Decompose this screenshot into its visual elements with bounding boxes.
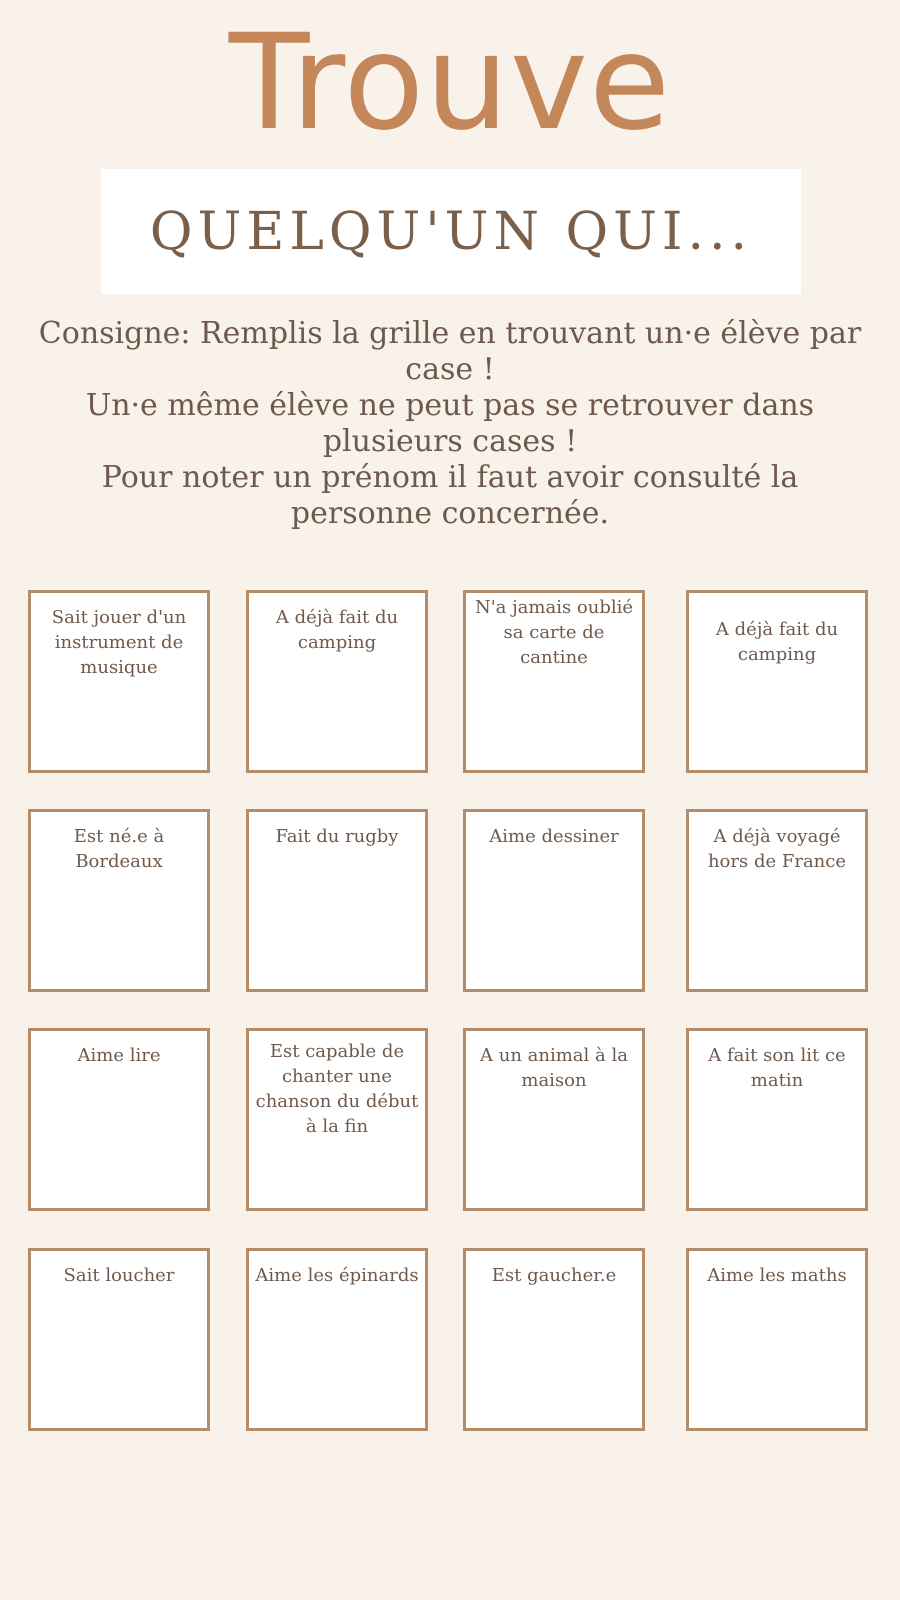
grid-cell[interactable]: Est né.e à Bordeaux xyxy=(28,809,210,992)
grid-cell[interactable]: Fait du rugby xyxy=(246,809,428,992)
subtitle-banner xyxy=(101,169,801,294)
grid-cell[interactable]: A déjà fait du camping xyxy=(686,590,868,773)
grid-cell[interactable]: A un animal à la maison xyxy=(463,1028,645,1211)
grid-cell[interactable]: Aime les épinards xyxy=(246,1248,428,1431)
grid-cell[interactable]: Sait jouer d'un instrument de musique xyxy=(28,590,210,773)
grid-cell[interactable]: A déjà fait du camping xyxy=(246,590,428,773)
grid-cell[interactable]: Est capable de chanter une chanson du début à la fin xyxy=(246,1028,428,1211)
grid-cell[interactable]: Aime les maths xyxy=(686,1248,868,1431)
instruction-line: Pour noter un prénom il faut avoir consulté la personne concernée. xyxy=(101,460,799,531)
grid-cell[interactable]: Est gaucher.e xyxy=(463,1248,645,1431)
grid-cell[interactable]: A déjà voyagé hors de France xyxy=(686,809,868,992)
page-title: Trouve xyxy=(228,6,672,160)
subtitle-text: QUELQU'UN QUI... xyxy=(149,201,753,262)
activity-grid xyxy=(28,590,870,1436)
grid-cell[interactable]: Sait loucher xyxy=(28,1248,210,1431)
instruction-line: Consigne: Remplis la grille en trouvant un·e élève par case ! xyxy=(38,316,862,387)
instruction-line: Un·e même élève ne peut pas se retrouver dans plusieurs cases ! xyxy=(85,388,815,459)
grid-cell[interactable]: N'a jamais oublié sa carte de cantine xyxy=(463,590,645,773)
grid-cell[interactable]: A fait son lit ce matin xyxy=(686,1028,868,1211)
grid-cell[interactable]: Aime dessiner xyxy=(463,809,645,992)
grid-cell[interactable]: Aime lire xyxy=(28,1028,210,1211)
instructions xyxy=(30,316,870,532)
